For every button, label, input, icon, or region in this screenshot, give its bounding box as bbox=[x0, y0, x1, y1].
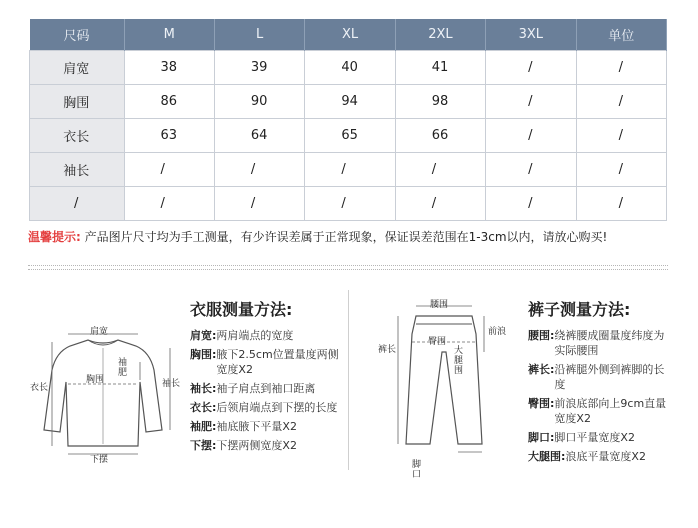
row-label: 衣长 bbox=[30, 119, 125, 153]
size-table-header bbox=[30, 19, 667, 51]
row-label: 袖长 bbox=[30, 153, 125, 187]
table-cell: / bbox=[486, 85, 576, 119]
table-cell: / bbox=[395, 153, 485, 187]
table-row bbox=[30, 187, 667, 221]
table-cell: / bbox=[576, 153, 666, 187]
diagram-label-rise: 前浪 bbox=[488, 327, 507, 337]
pants-method-list bbox=[528, 328, 668, 468]
row-label: / bbox=[30, 187, 125, 221]
pants-diagram bbox=[372, 294, 512, 484]
list-item bbox=[528, 396, 668, 426]
item-key: 袖长: bbox=[190, 382, 217, 395]
item-value: 前浪底部向上9cm直量宽度X2 bbox=[554, 397, 667, 425]
diagram-label-length: 衣长 bbox=[30, 383, 49, 393]
divider bbox=[28, 269, 668, 270]
notice bbox=[28, 228, 607, 245]
table-cell: 94 bbox=[305, 85, 395, 119]
pants-icon bbox=[372, 294, 512, 484]
table-cell: / bbox=[576, 85, 666, 119]
item-value: 袖子肩点到袖口距离 bbox=[216, 382, 316, 395]
table-cell: / bbox=[124, 153, 214, 187]
table-cell: / bbox=[576, 119, 666, 153]
item-value: 绕裤腰成圈量度纬度为实际腰围 bbox=[554, 329, 665, 357]
header-unit: 单位 bbox=[576, 19, 666, 51]
shirt-method-list bbox=[190, 328, 340, 457]
item-value: 后领肩端点到下摆的长度 bbox=[216, 401, 338, 414]
item-key: 脚口: bbox=[528, 431, 555, 444]
table-cell: / bbox=[486, 119, 576, 153]
table-cell: 41 bbox=[395, 51, 485, 85]
diagram-label-waist: 腰围 bbox=[430, 300, 449, 310]
list-item bbox=[190, 419, 340, 434]
size-table bbox=[29, 19, 667, 221]
diagram-label-thigh: 大腿围 bbox=[454, 346, 464, 376]
item-value: 脚口平量宽度X2 bbox=[554, 431, 635, 444]
list-item bbox=[528, 328, 668, 358]
table-row bbox=[30, 119, 667, 153]
notice-text: 产品图片尺寸均为手工测量，有少许误差属于正常现象，保证误差范围在1-3cm以内，请放心购买! bbox=[84, 230, 608, 244]
item-value: 两肩端点的宽度 bbox=[216, 329, 294, 342]
divider bbox=[28, 265, 668, 266]
table-cell: 64 bbox=[214, 119, 304, 153]
table-row bbox=[30, 153, 667, 187]
item-value: 袖底腋下平量X2 bbox=[216, 420, 297, 433]
table-cell: / bbox=[486, 153, 576, 187]
item-value: 浪底平量宽度X2 bbox=[565, 450, 646, 463]
header-l: L bbox=[214, 19, 304, 51]
section-divider bbox=[348, 290, 349, 470]
table-row bbox=[30, 51, 667, 85]
list-item bbox=[190, 347, 340, 377]
table-cell: 39 bbox=[214, 51, 304, 85]
list-item bbox=[528, 449, 668, 464]
diagram-label-leg-opening: 脚口 bbox=[412, 460, 422, 480]
shirt-icon bbox=[28, 318, 181, 468]
shirt-diagram bbox=[28, 318, 181, 468]
table-cell: / bbox=[486, 51, 576, 85]
list-item bbox=[190, 328, 340, 343]
item-key: 肩宽: bbox=[190, 329, 217, 342]
notice-tag: 温馨提示: bbox=[28, 230, 81, 244]
shirt-method-title: 衣服测量方法: bbox=[190, 300, 293, 319]
header-m: M bbox=[124, 19, 214, 51]
diagram-label-hem: 下摆 bbox=[90, 455, 109, 465]
table-cell: 38 bbox=[124, 51, 214, 85]
table-cell: / bbox=[395, 187, 485, 221]
table-cell: 65 bbox=[305, 119, 395, 153]
table-cell: 66 bbox=[395, 119, 485, 153]
header-xl: XL bbox=[305, 19, 395, 51]
table-cell: / bbox=[214, 153, 304, 187]
table-cell: / bbox=[124, 187, 214, 221]
table-cell: / bbox=[486, 187, 576, 221]
item-key: 腰围: bbox=[528, 329, 555, 342]
list-item bbox=[528, 430, 668, 445]
pants-method-title: 裤子测量方法: bbox=[528, 300, 631, 319]
table-cell: / bbox=[576, 187, 666, 221]
item-key: 裤长: bbox=[528, 363, 555, 376]
table-cell: 86 bbox=[124, 85, 214, 119]
item-value: 下摆两侧宽度X2 bbox=[216, 439, 297, 452]
diagram-label-sleeve-width: 袖肥 bbox=[118, 358, 128, 378]
diagram-label-hip: 臀围 bbox=[428, 337, 447, 347]
diagram-label-pants-length: 裤长 bbox=[378, 345, 397, 355]
item-key: 臀围: bbox=[528, 397, 555, 410]
item-key: 袖肥: bbox=[190, 420, 217, 433]
table-cell: / bbox=[576, 51, 666, 85]
row-label: 肩宽 bbox=[30, 51, 125, 85]
table-cell: / bbox=[214, 187, 304, 221]
header-3xl: 3XL bbox=[486, 19, 576, 51]
table-cell: 90 bbox=[214, 85, 304, 119]
list-item bbox=[190, 400, 340, 415]
item-key: 衣长: bbox=[190, 401, 217, 414]
row-label: 胸围 bbox=[30, 85, 125, 119]
list-item bbox=[190, 381, 340, 396]
item-value: 沿裤腿外侧到裤脚的长度 bbox=[554, 363, 665, 391]
table-cell: 98 bbox=[395, 85, 485, 119]
diagram-label-shoulder: 肩宽 bbox=[90, 327, 109, 337]
table-row bbox=[30, 85, 667, 119]
table-cell: / bbox=[305, 153, 395, 187]
header-size: 尺码 bbox=[30, 19, 125, 51]
item-key: 大腿围: bbox=[528, 450, 566, 463]
table-cell: / bbox=[305, 187, 395, 221]
item-key: 下摆: bbox=[190, 439, 217, 452]
table-cell: 63 bbox=[124, 119, 214, 153]
header-2xl: 2XL bbox=[395, 19, 485, 51]
list-item bbox=[190, 438, 340, 453]
list-item bbox=[528, 362, 668, 392]
item-value: 腋下2.5cm位置量度两侧宽度X2 bbox=[216, 348, 339, 376]
table-cell: 40 bbox=[305, 51, 395, 85]
diagram-label-sleeve: 袖长 bbox=[162, 379, 181, 389]
diagram-label-chest: 胸围 bbox=[86, 375, 105, 385]
item-key: 胸围: bbox=[190, 348, 217, 361]
